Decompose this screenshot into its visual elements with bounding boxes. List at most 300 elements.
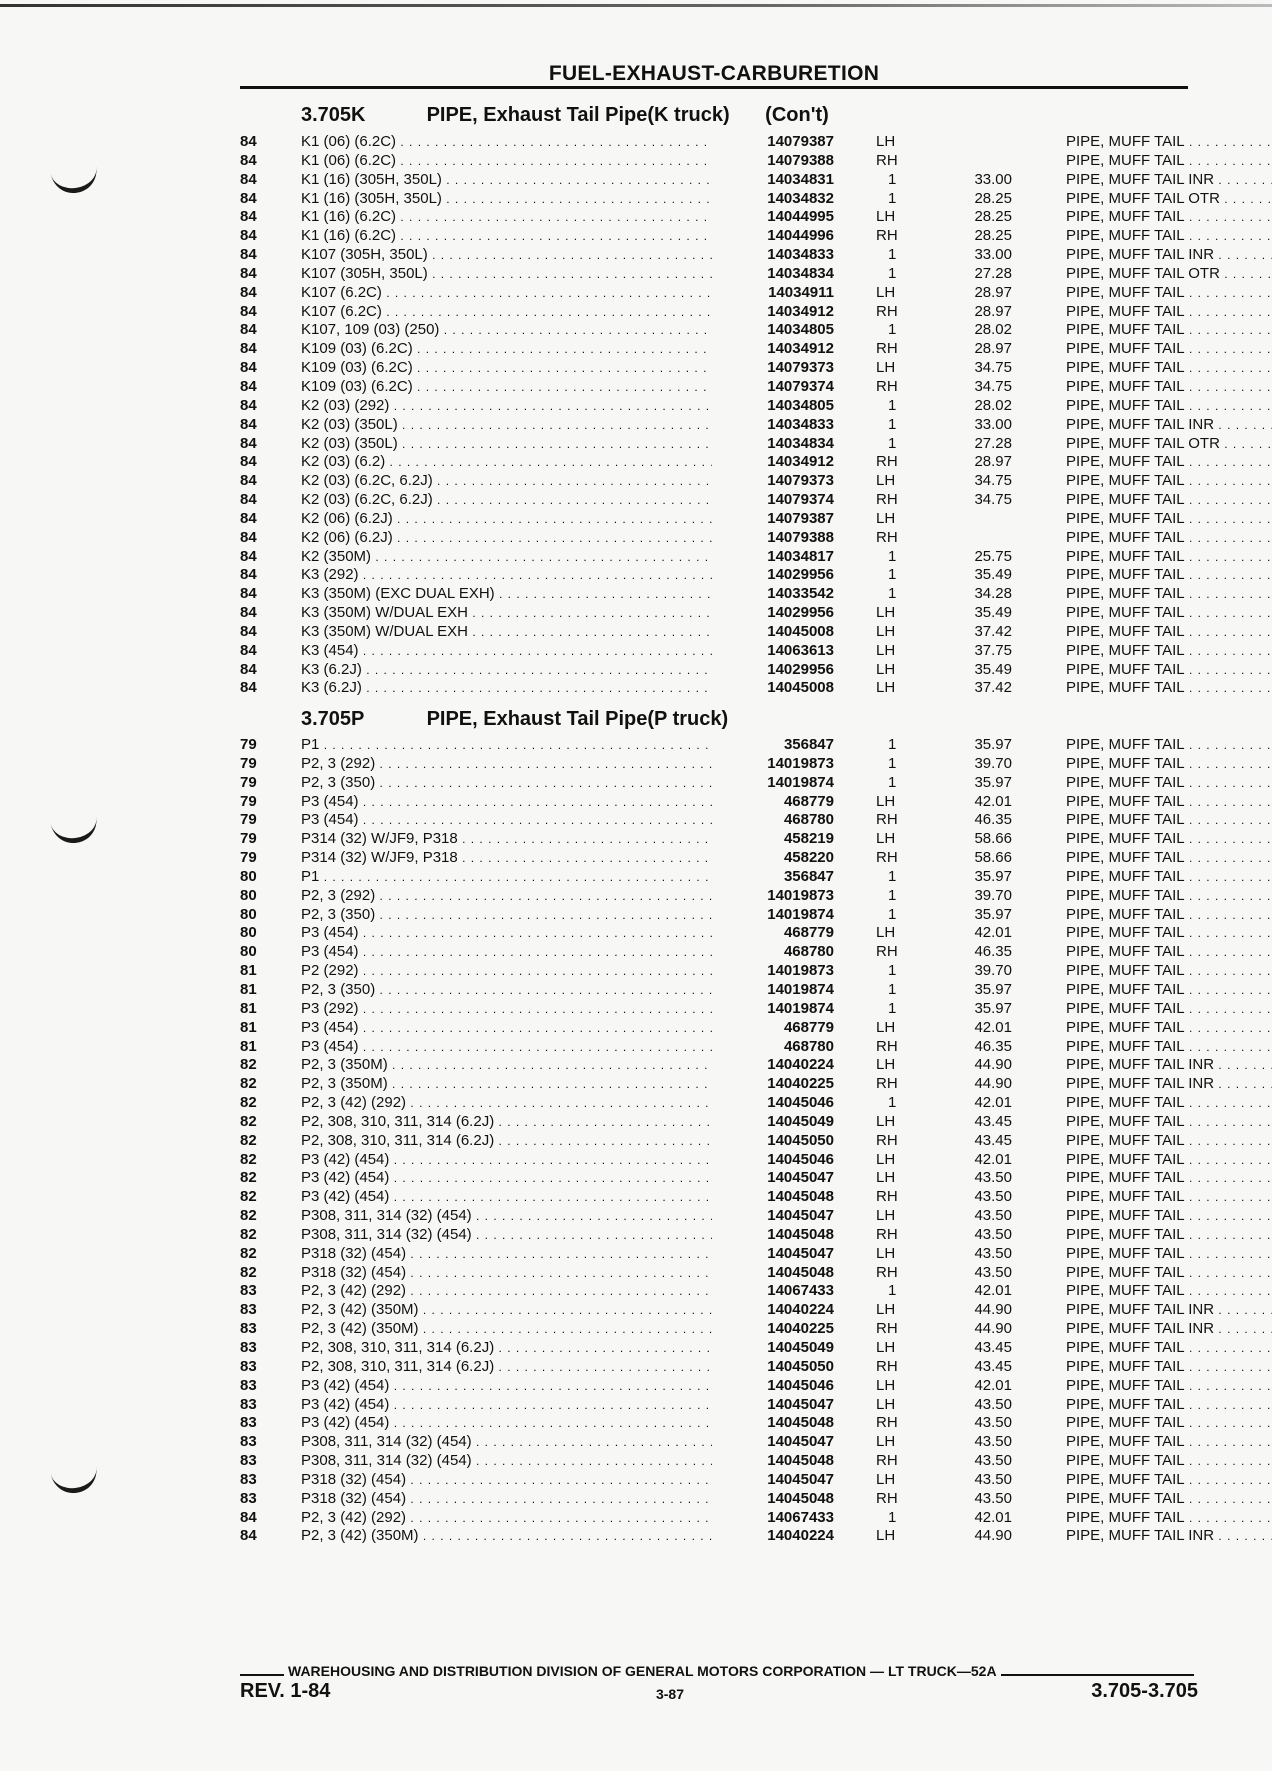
application: K109 (03) (6.2C) . . . [301,359,806,378]
description: PIPE, MUFF TAIL . . . [1066,604,1272,623]
figure-number: 83 [240,1282,257,1300]
part-row [240,1207,1200,1226]
part-row [240,981,1200,1000]
application: K1 (16) (305H, 350L) . . . [301,171,806,190]
part-number: 14045048 [712,1188,834,1207]
application: P3 (42) (454) . . . [301,1169,806,1188]
price: 43.50 [974,1433,1012,1451]
price: 28.25 [974,189,1012,207]
part-row [240,1509,1200,1528]
part-row [240,604,1200,623]
price: 28.25 [974,227,1012,245]
part-row [240,397,1200,416]
figure-number: 84 [240,453,257,471]
section-heading-k [301,104,829,127]
price: 42.01 [974,1150,1012,1168]
price: 25.75 [974,547,1012,565]
description: PIPE, MUFF TAIL INR . . . [1066,1527,1272,1546]
application: P2, 3 (350) . . . [301,981,806,1000]
price: 34.75 [974,491,1012,509]
description: PIPE, MUFF TAIL . . . [1066,208,1272,227]
application: P3 (454) . . . [301,924,806,943]
part-row [240,924,1200,943]
part-number: 14045046 [712,1151,834,1170]
figure-number: 83 [240,1433,257,1451]
part-number: 14045048 [712,1490,834,1509]
part-number: 14034831 [712,171,834,190]
application: K107 (305H, 350L) . . . [301,265,806,284]
figure-number: 84 [240,547,257,565]
description: PIPE, MUFF TAIL . . . [1066,679,1272,698]
price: 43.50 [974,1244,1012,1262]
figure-number: 84 [240,434,257,452]
part-row [240,736,1200,755]
figure-number: 84 [240,321,257,339]
figure-number: 81 [240,1037,257,1055]
part-number: 14019873 [712,962,834,981]
description: PIPE, MUFF TAIL . . . [1066,340,1272,359]
application: K3 (6.2J) . . . [301,679,806,698]
application: K107 (305H, 350L) . . . [301,246,806,265]
part-row [240,1282,1200,1301]
binder-hole-mark [50,1465,99,1496]
application: P314 (32) W/JF9, P318 . . . [301,830,806,849]
price: 43.50 [974,1207,1012,1225]
application: P2, 3 (42) (350M) . . . [301,1301,806,1320]
application: P3 (42) (454) . . . [301,1414,806,1433]
part-row [240,1169,1200,1188]
section-heading-p [301,708,728,731]
quantity: LH [876,472,896,490]
figure-number: 84 [240,604,257,622]
part-row [240,906,1200,925]
figure-number: 82 [240,1188,257,1206]
section-code: 3.705K [301,104,366,126]
part-row [240,755,1200,774]
price: 39.70 [974,754,1012,772]
part-number: 14079387 [712,510,834,529]
price: 33.00 [974,415,1012,433]
part-number: 14079374 [712,378,834,397]
price: 42.01 [974,1508,1012,1526]
part-row [240,1301,1215,1320]
quantity: 1 [888,999,897,1017]
description: PIPE, MUFF TAIL . . . [1066,472,1272,491]
price: 58.66 [974,849,1012,867]
part-row [240,189,1220,209]
application: P308, 311, 314 (32) (454) . . . [301,1207,806,1226]
part-row [240,1056,1215,1075]
price: 35.97 [974,773,1012,791]
application: K2 (06) (6.2J) . . . [301,529,806,548]
description: PIPE, MUFF TAIL . . . [1066,359,1272,378]
figure-number: 84 [240,528,257,546]
quantity: RH [876,528,898,546]
part-row [240,1452,1200,1471]
part-number: 14079374 [712,491,834,510]
part-number: 14045048 [712,1264,834,1283]
part-number: 14034912 [712,303,834,322]
part-row [240,811,1200,830]
figure-number: 84 [240,283,257,301]
price: 34.28 [974,585,1012,603]
application: P2, 3 (42) (350M) . . . [301,1527,806,1546]
description: PIPE, MUFF TAIL . . . [1066,453,1272,472]
part-row [240,133,1200,152]
price: 35.49 [974,604,1012,622]
description: PIPE, MUFF TAIL . . . [1066,1282,1272,1301]
application: K2 (03) (6.2C, 6.2J) . . . [301,491,806,510]
description: PIPE, MUFF TAIL . . . [1066,510,1272,529]
part-row [240,415,1215,435]
quantity: RH [876,302,898,320]
quantity: LH [876,359,896,377]
price: 35.97 [974,980,1012,998]
figure-number: 79 [240,792,257,810]
description: PIPE, MUFF TAIL INR . . . [1066,416,1272,435]
part-number: 14079388 [712,152,834,171]
part-number: 14019874 [712,906,834,925]
price: 42.01 [974,1376,1012,1394]
figure-number: 84 [240,679,257,697]
description: PIPE, MUFF TAIL . . . [1066,1358,1272,1377]
quantity: 1 [888,980,897,998]
price: 43.50 [974,1452,1012,1470]
quantity: LH [876,208,896,226]
part-number: 14019873 [712,755,834,774]
application: P3 (42) (454) . . . [301,1396,806,1415]
application: P2, 3 (292) . . . [301,755,806,774]
part-number: 356847 [712,868,834,887]
application: K3 (6.2J) . . . [301,661,806,680]
part-number: 356847 [712,736,834,755]
quantity: LH [876,1018,896,1036]
quantity: LH [876,1150,896,1168]
part-row [240,1377,1200,1396]
quantity: LH [876,1301,896,1319]
part-row [240,1019,1200,1038]
description: PIPE, MUFF TAIL INR . . . [1066,1301,1272,1320]
figure-number: 84 [240,566,257,584]
description: PIPE, MUFF TAIL OTR . . . [1066,435,1272,454]
part-number: 14045049 [712,1339,834,1358]
quantity: LH [876,1433,896,1451]
figure-number: 84 [240,415,257,433]
part-row [240,529,1200,548]
figure-number: 83 [240,1470,257,1488]
part-number: 14045008 [712,679,834,698]
quantity: 1 [888,189,897,207]
quantity: LH [876,283,896,301]
parts-list-k [240,133,1220,698]
application: P318 (32) (454) . . . [301,1490,806,1509]
description: PIPE, MUFF TAIL . . . [1066,227,1272,246]
price: 27.28 [974,434,1012,452]
figure-number: 79 [240,773,257,791]
figure-number: 80 [240,867,257,885]
application: P3 (454) . . . [301,1019,806,1038]
price: 28.97 [974,283,1012,301]
price: 35.97 [974,905,1012,923]
quantity: LH [876,1395,896,1413]
part-number: 14045047 [712,1169,834,1188]
figure-number: 84 [240,585,257,603]
figure-number: 83 [240,1489,257,1507]
description: PIPE, MUFF TAIL . . . [1066,623,1272,642]
part-row [240,510,1200,529]
figure-number: 82 [240,1150,257,1168]
figure-number: 84 [240,264,257,282]
application: P2, 3 (350) . . . [301,906,806,925]
part-number: 14034911 [712,284,834,303]
part-row [240,472,1200,491]
part-row [240,1226,1200,1245]
section-code: 3.705P [301,708,365,730]
part-number: 14040224 [712,1056,834,1075]
part-row [240,661,1200,680]
price: 35.97 [974,999,1012,1017]
price: 35.49 [974,566,1012,584]
application: K3 (454) . . . [301,642,806,661]
price: 35.97 [974,867,1012,885]
application: P2, 308, 310, 311, 314 (6.2J) . . . [301,1132,806,1151]
page-header-title: FUEL-EXHAUST-CARBURETION [548,62,880,85]
description: PIPE, MUFF TAIL . . . [1066,1414,1272,1433]
price: 28.97 [974,453,1012,471]
part-row [240,1339,1200,1358]
description: PIPE, MUFF TAIL . . . [1066,1509,1272,1528]
quantity: RH [876,151,898,169]
part-row [240,1433,1200,1452]
part-row [240,793,1200,812]
part-row [240,830,1200,849]
figure-number: 84 [240,189,257,207]
description: PIPE, MUFF TAIL . . . [1066,1245,1272,1264]
section-title: PIPE, Exhaust Tail Pipe(P truck) [426,708,729,730]
description: PIPE, MUFF TAIL . . . [1066,1377,1272,1396]
part-number: 14034805 [712,397,834,416]
price: 33.00 [974,246,1012,264]
part-row [240,284,1200,303]
quantity: LH [876,1244,896,1262]
application: P3 (454) . . . [301,793,806,812]
description: PIPE, MUFF TAIL INR . . . [1066,171,1272,190]
figure-number: 84 [240,622,257,640]
part-number: 14045049 [712,1113,834,1132]
part-row [240,208,1200,227]
application: P3 (42) (454) . . . [301,1151,806,1170]
part-number: 468779 [712,793,834,812]
part-number: 458219 [712,830,834,849]
quantity: 1 [888,886,897,904]
binder-hole-mark [50,165,99,196]
quantity: RH [876,1414,898,1432]
figure-number: 84 [240,246,257,264]
price: 37.42 [974,622,1012,640]
part-number: 14063613 [712,642,834,661]
figure-number: 83 [240,1376,257,1394]
application: K3 (350M) W/DUAL EXH . . . [301,604,806,623]
figure-number: 82 [240,1263,257,1281]
part-row [240,1358,1200,1377]
figure-number: 84 [240,660,257,678]
figure-number: 80 [240,905,257,923]
description: PIPE, MUFF TAIL INR . . . [1066,246,1272,265]
quantity: RH [876,340,898,358]
quantity: LH [876,1056,896,1074]
footer-division: WAREHOUSING AND DISTRIBUTION DIVISION OF GENERAL MOTORS CORPORATION — LT TRUCK—52A [288,1663,997,1679]
application: P3 (454) . . . [301,811,806,830]
scan-top-edge [0,4,1272,7]
price: 42.01 [974,792,1012,810]
part-row [240,453,1200,472]
part-number: 14079387 [712,133,834,152]
part-row [240,887,1200,906]
part-number: 14045047 [712,1396,834,1415]
application: K2 (03) (350L) . . . [301,435,806,454]
price: 44.90 [974,1301,1012,1319]
figure-number: 80 [240,924,257,942]
figure-number: 82 [240,1169,257,1187]
section-title: PIPE, Exhaust Tail Pipe(K truck) [426,104,730,126]
application: K2 (03) (6.2) . . . [301,453,806,472]
quantity: 1 [888,547,897,565]
revision-label: REV. 1-84 [240,1680,331,1702]
application: P2, 3 (42) (292) . . . [301,1094,806,1113]
part-row [240,491,1200,510]
quantity: LH [876,679,896,697]
description: PIPE, MUFF TAIL . . . [1066,1151,1272,1170]
quantity: LH [876,792,896,810]
part-number: 468780 [712,811,834,830]
application: P308, 311, 314 (32) (454) . . . [301,1452,806,1471]
figure-number: 79 [240,754,257,772]
part-row [240,378,1200,397]
application: P2, 3 (292) . . . [301,887,806,906]
price: 44.90 [974,1320,1012,1338]
application: K3 (292) . . . [301,566,806,585]
application: P314 (32) W/JF9, P318 . . . [301,849,806,868]
description: PIPE, MUFF TAIL . . . [1066,1169,1272,1188]
figure-number: 84 [240,509,257,527]
header-rule [240,86,1188,89]
figure-number: 81 [240,980,257,998]
application: P2, 3 (350M) . . . [301,1075,806,1094]
part-number: 14034834 [712,435,834,454]
price: 43.50 [974,1470,1012,1488]
quantity: RH [876,227,898,245]
figure-number: 84 [240,302,257,320]
figure-number: 82 [240,1112,257,1130]
quantity: LH [876,622,896,640]
part-row [240,868,1200,887]
figure-number: 81 [240,1018,257,1036]
quantity: LH [876,1527,896,1545]
description: PIPE, MUFF TAIL . . . [1066,1113,1272,1132]
quantity: RH [876,1037,898,1055]
quantity: 1 [888,736,897,753]
description: PIPE, MUFF TAIL . . . [1066,491,1272,510]
description: PIPE, MUFF TAIL . . . [1066,924,1272,943]
quantity: 1 [888,754,897,772]
part-number: 14045050 [712,1132,834,1151]
part-row [240,1396,1200,1415]
figure-number: 83 [240,1357,257,1375]
application: K109 (03) (6.2C) . . . [301,340,806,359]
footer-division-line [240,1663,1198,1679]
part-number: 14029956 [712,661,834,680]
description: PIPE, MUFF TAIL . . . [1066,1471,1272,1490]
part-row [240,623,1200,642]
application: K107 (6.2C) . . . [301,284,806,303]
price: 27.28 [974,264,1012,282]
description: PIPE, MUFF TAIL . . . [1066,642,1272,661]
quantity: LH [876,641,896,659]
description: PIPE, MUFF TAIL . . . [1066,1207,1272,1226]
price: 43.45 [974,1339,1012,1356]
price: 35.49 [974,660,1012,678]
description: PIPE, MUFF TAIL . . . [1066,284,1272,303]
description: PIPE, MUFF TAIL . . . [1066,1396,1272,1415]
part-row [240,1490,1200,1509]
price: 44.90 [974,1056,1012,1074]
binder-hole-mark [50,815,99,846]
part-row [240,548,1200,567]
figure-number: 83 [240,1414,257,1432]
figure-number: 83 [240,1301,257,1319]
application: P1 . . . [301,868,806,887]
part-number: 14067433 [712,1282,834,1301]
quantity: 1 [888,867,897,885]
quantity: RH [876,1489,898,1507]
part-number: 14029956 [712,604,834,623]
price: 43.50 [974,1169,1012,1187]
application: P2, 308, 310, 311, 314 (6.2J) . . . [301,1339,806,1358]
part-row [240,774,1200,793]
application: K3 (350M) W/DUAL EXH . . . [301,623,806,642]
figure-number: 84 [240,377,257,395]
price: 43.45 [974,1131,1012,1149]
description: PIPE, MUFF TAIL . . . [1066,1132,1272,1151]
figure-number: 84 [240,641,257,659]
application: K109 (03) (6.2C) . . . [301,378,806,397]
figure-number: 79 [240,811,257,829]
part-row [240,1264,1200,1283]
application: P2, 308, 310, 311, 314 (6.2J) . . . [301,1113,806,1132]
section-continued: (Con't) [765,104,829,126]
part-number: 468779 [712,1019,834,1038]
part-number: 14044996 [712,227,834,246]
figure-number: 80 [240,943,257,961]
page-number: 3-87 [655,1686,685,1702]
figure-number: 79 [240,736,257,753]
price: 43.50 [974,1414,1012,1432]
price: 44.90 [974,1527,1012,1545]
price: 43.50 [974,1489,1012,1507]
figure-number: 84 [240,472,257,490]
figure-number: 79 [240,830,257,848]
application: P318 (32) (454) . . . [301,1471,806,1490]
quantity: RH [876,1452,898,1470]
application: P2 (292) . . . [301,962,806,981]
part-number: 14019874 [712,981,834,1000]
description: PIPE, MUFF TAIL . . . [1066,529,1272,548]
description: PIPE, MUFF TAIL . . . [1066,1339,1272,1358]
application: K2 (06) (6.2J) . . . [301,510,806,529]
figure-number: 81 [240,962,257,980]
application: K2 (03) (292) . . . [301,397,806,416]
figure-number: 82 [240,1244,257,1262]
